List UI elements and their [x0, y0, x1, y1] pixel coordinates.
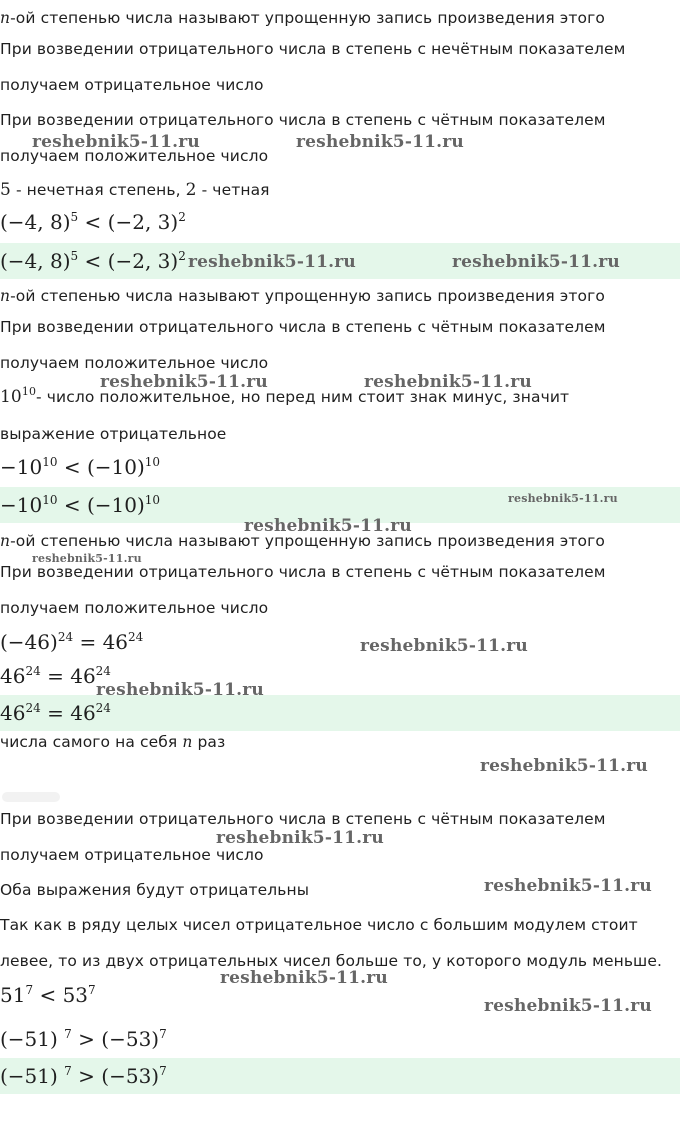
definition-line: n-ой степенью числа называют упрощенную запись произведения этого [0, 287, 605, 305]
watermark: reshebnik5-11.ru [32, 132, 200, 152]
rule-text: При возведении отрицательного числа в степень с чётным показателем [0, 318, 606, 336]
rule-text: получаем отрицательное число [0, 76, 264, 94]
answer-expression: (−4, 8)$^5$ < (−2, 3)$^2$ [0, 249, 186, 273]
collapsed-pill [2, 792, 60, 802]
continuation-line: числа самого на себя n раз [0, 733, 226, 751]
definition-line: n-ой степенью числа называют упрощенную запись произведения этого [0, 532, 605, 550]
explanation-line: $10^{10}-$ число положительное, но перед ним стоит знак минус, значит [0, 385, 570, 407]
watermark: reshebnik5-11.ru [484, 876, 652, 896]
watermark: reshebnik5-11.ru [480, 756, 648, 776]
math-expression: $46^{24} = 46^{24}$ [0, 664, 111, 688]
math-expression: (−4, 8)$^5$ < (−2, 3)$^2$ [0, 210, 186, 234]
explanation-line: левее, то из двух отрицательных чисел больше то, у которого модуль меньше. [0, 952, 662, 970]
math-expression: $-10^{10} < (-10)^{10}$ [0, 455, 161, 479]
explanation-line: Так как в ряду целых чисел отрицательное число с большим модулем стоит [0, 916, 638, 934]
watermark: reshebnik5-11.ru [360, 636, 528, 656]
watermark: reshebnik5-11.ru [244, 516, 412, 536]
math-expression: (−51) $^7 > (-53)^7$ [0, 1027, 167, 1051]
watermark: reshebnik5-11.ru [188, 252, 356, 272]
rule-text: При возведении отрицательного числа в степень с нечётным показателем [0, 40, 626, 58]
watermark: reshebnik5-11.ru [32, 552, 142, 565]
math-expression: $(-46)^{24} = 46^{24}$ [0, 630, 144, 654]
rule-text: выражение отрицательное [0, 425, 227, 443]
conclusion-text: Оба выражения будут отрицательны [0, 881, 310, 899]
answer-expression: $46^{24} = 46^{24}$ [0, 701, 111, 725]
definition-line: n-ой степенью числа называют упрощенную запись произведения этого [0, 9, 605, 27]
watermark: reshebnik5-11.ru [296, 132, 464, 152]
rule-text: При возведении отрицательного числа в степень с чётным показателем [0, 810, 606, 828]
rule-text: При возведении отрицательного числа в степень с чётным показателем [0, 111, 606, 129]
watermark: reshebnik5-11.ru [484, 996, 652, 1016]
watermark: reshebnik5-11.ru [216, 828, 384, 848]
variable-n: n [0, 532, 11, 550]
parity-note: 5 - нечетная степень, 2 - четная [0, 180, 270, 200]
math-expression: $51^7 < 53^7$ [0, 983, 96, 1007]
watermark: reshebnik5-11.ru [508, 492, 618, 505]
rule-text: получаем положительное число [0, 354, 269, 372]
watermark: reshebnik5-11.ru [220, 968, 388, 988]
variable-n: n [182, 733, 193, 751]
answer-expression: (−51) $^7 > (-53)^7$ [0, 1064, 167, 1088]
watermark: reshebnik5-11.ru [452, 252, 620, 272]
watermark: reshebnik5-11.ru [100, 372, 268, 392]
answer-expression: $-10^{10} < (-10)^{10}$ [0, 493, 161, 517]
watermark: reshebnik5-11.ru [364, 372, 532, 392]
watermark: reshebnik5-11.ru [96, 680, 264, 700]
rule-text: получаем отрицательное число [0, 846, 264, 864]
variable-n: n [0, 287, 11, 305]
variable-n: n [0, 9, 11, 27]
rule-text: получаем положительное число [0, 147, 269, 165]
rule-text: При возведении отрицательного числа в степень с чётным показателем [0, 563, 606, 581]
rule-text: получаем положительное число [0, 599, 269, 617]
